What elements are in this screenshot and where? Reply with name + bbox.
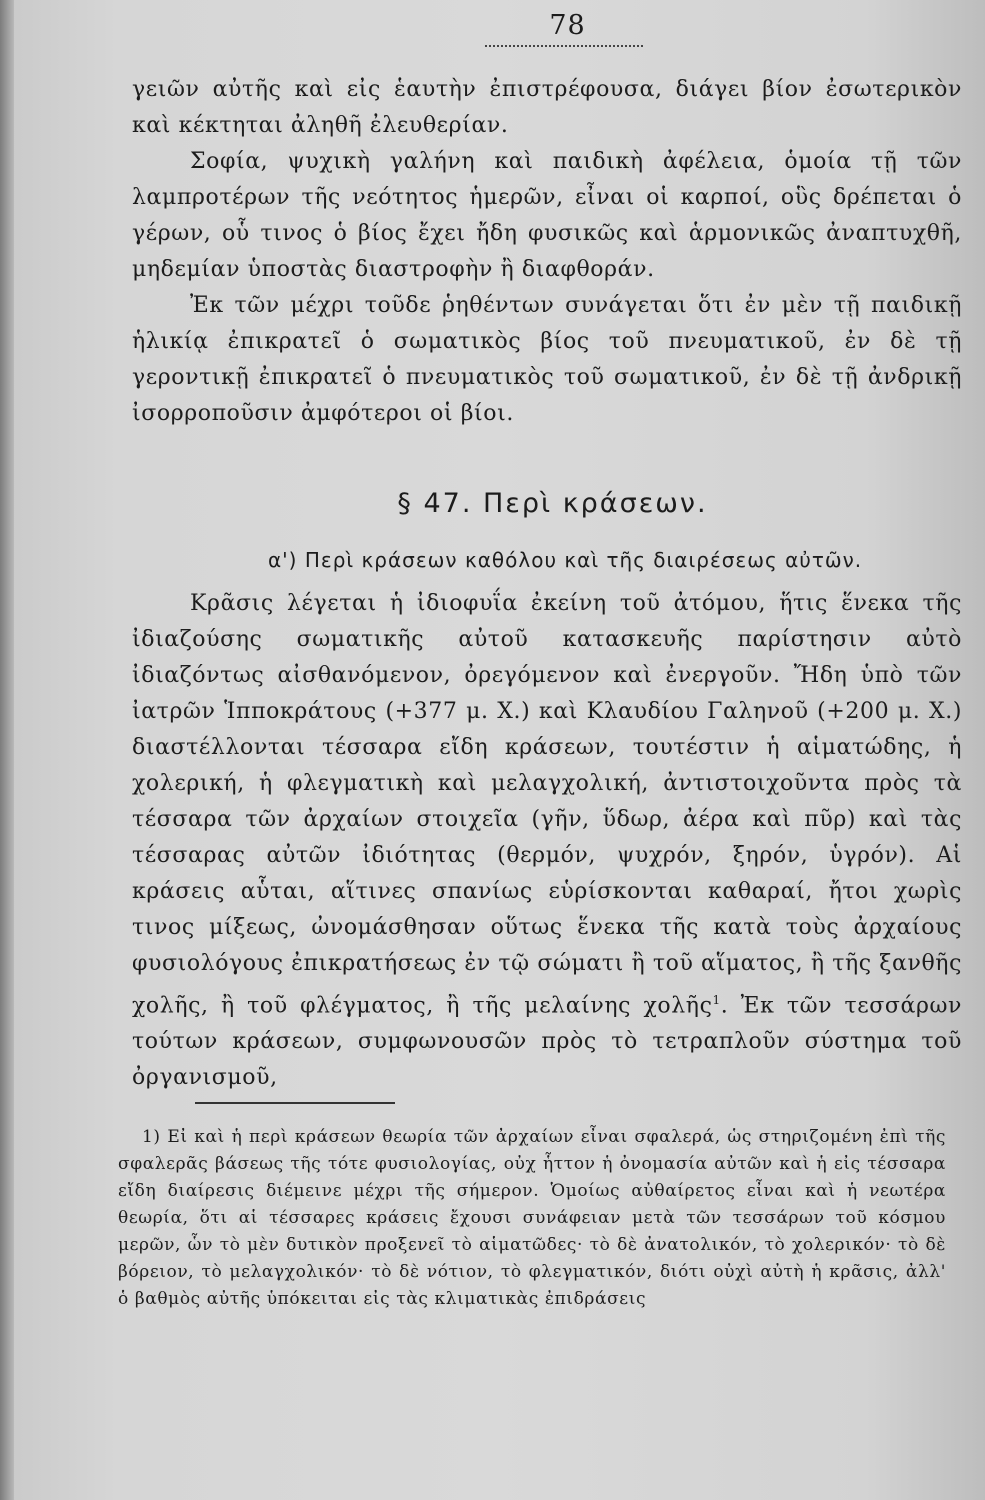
paragraph-wisdom: Σοφία, ψυχικὴ γαλήνη καὶ παιδικὴ ἀφέλεια, ὁμοία τῇ τῶν λαμπροτέρων τῆς νεότητος ἡμερῶν, εἶναι οἱ καρποί, οὓς δρέπεται ὁ γέρων, οὗ τινος ὁ βίος ἔχει ἤδη φυσικῶς καὶ ἁρμονικῶς ἀναπτυχθῆ, μηδεμίαν ὑποστὰς διαστροφὴν ἢ διαφθοράν. <box>132 149 962 282</box>
footnote-rule <box>195 1102 395 1104</box>
intro-text <box>132 72 962 432</box>
paragraph-continuation: γειῶν αὐτῆς καὶ εἰς ἑαυτὴν ἐπιστρέφουσα, διάγει βίον ἐσωτερικὸν καὶ κέκτηται ἀληθῆ ἐλευθερίαν. <box>132 77 962 138</box>
page-number: 78 <box>549 10 586 41</box>
section-title: § 47. Περὶ κράσεων. <box>397 488 708 519</box>
footnote-reference: 1 <box>712 993 721 1007</box>
page-binding-shadow <box>0 0 14 1500</box>
section-subtitle: α') Περὶ κράσεων καθόλου καὶ τῆς διαιρέσεως αὐτῶν. <box>268 548 863 572</box>
main-text <box>132 586 962 1096</box>
paragraph-temperaments-body: Κρᾶσις λέγεται ἡ ἰδιοφυΐα ἐκείνη τοῦ ἀτόμου, ἥτις ἕνεκα τῆς ἰδιαζούσης σωματικῆς αὐτοῦ κατασκευῆς παρίστησιν αὐτὸ ἰδιαζόντως αἰσθανόμενον, ὀρεγόμενον καὶ ἐνεργοῦν. Ἤδη ὑπὸ τῶν ἰατρῶν Ἱπποκράτους (+377 μ. Χ.) καὶ Κλαυδίου Γαληνοῦ (+200 μ. Χ.) διαστέλλονται τέσσαρα εἴδη κράσεων, τουτέστιν ἡ αἱματώδης, ἡ χολερική, ἡ φλεγματικὴ καὶ μελαγχολική, ἀντιστοιχοῦντα πρὸς τὰ τέσσαρα τῶν ἀρχαίων στοιχεῖα (γῆν, ὕδωρ, ἀέρα καὶ πῦρ) καὶ τὰς τέσσαρας αὐτῶν ἰδιότητας (θερμόν, ψυχρόν, ξηρόν, ὑγρόν). Αἱ κράσεις αὗται, αἵτινες σπανίως εὑρίσκονται καθαραί, ἤτοι χωρὶς τινος μίξεως, ὠνομάσθησαν οὕτως ἕνεκα τῆς κατὰ τοὺς ἀρχαίους φυσιολόγους ἐπικρατήσεως ἐν τῷ σώματι ἢ τοῦ αἵματος, ἢ τῆς ξανθῆς χολῆς, ἢ τοῦ φλέγματος, ἢ τῆς μελαίνης χολῆς <box>132 591 962 1019</box>
footnote: 1) Εἰ καὶ ἡ περὶ κράσεων θεωρία τῶν ἀρχαίων εἶναι σφαλερά, ὡς στηριζομένη ἐπὶ τῆς σφαλερᾶς βάσεως τῆς τότε φυσιολογίας, οὐχ ἧττον ἡ ὀνομασία αὐτῶν καὶ ἡ εἰς τέσσαρα εἴδη διαίρεσις διέμεινε μέχρι τῆς σήμερον. Ὁμοίως αὐθαίρετος εἶναι καὶ ἡ νεωτέρα θεωρία, ὅτι αἱ τέσσαρες κράσεις ἔχουσι συνάφειαν μετὰ τῶν τεσσάρων τοῦ κόσμου μερῶν, ὧν τὸ μὲν δυτικὸν προξενεῖ τὸ αἱματῶδες· τὸ δὲ ἀνατολικόν, τὸ χολερικόν· τὸ δὲ βόρειον, τὸ μελαγχολικόν· τὸ δὲ νότιον, τὸ φλεγματικόν, διότι οὐχὶ αὐτὴ ἡ κρᾶσις, ἀλλ' ὁ βαθμὸς αὐτῆς ὑπόκειται εἰς τὰς κλιματικὰς ἐπιδράσεις <box>118 1127 946 1309</box>
paragraph-temperaments <box>132 586 962 1096</box>
page-number-rule <box>485 45 643 47</box>
paragraph-temperaments-end: . Ἐκ τῶν τεσσάρων τούτων κράσεων, συμφωνουσῶν πρὸς τὸ τετραπλοῦν σύστημα τοῦ ὀργανισμοῦ, <box>132 993 962 1091</box>
paragraph-conclusion: Ἐκ τῶν μέχρι τοῦδε ῥηθέντων συνάγεται ὅτι ἐν μὲν τῇ παιδικῇ ἡλικίᾳ ἐπικρατεῖ ὁ σωματικὸς βίος τοῦ πνευματικοῦ, ἐν δὲ τῇ γεροντικῇ ἐπικρατεῖ ὁ πνευματικὸς τοῦ σωματικοῦ, ἐν δὲ τῇ ἀνδρικῇ ἰσορροποῦσιν ἀμφότεροι οἱ βίοι. <box>132 293 962 426</box>
